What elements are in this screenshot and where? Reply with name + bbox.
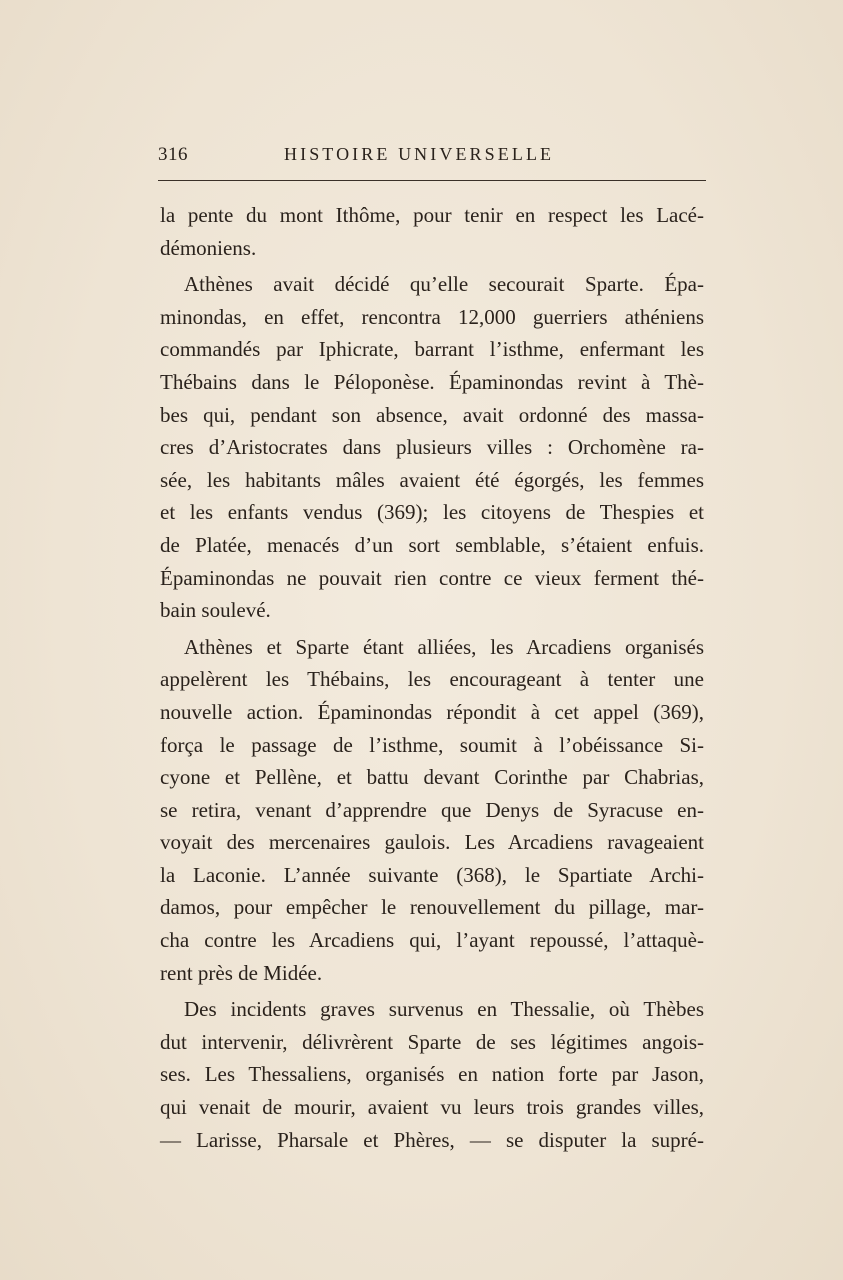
text-line: minondas, en effet, rencontra 12,000 guerriers athéniens: [160, 304, 704, 329]
text-line: — Larisse, Pharsale et Phères, — se disputer la supré-: [160, 1127, 704, 1152]
text-line: nouvelle action. Épaminondas répondit à cet appel (369),: [160, 699, 704, 724]
text-line: Athènes avait décidé qu’elle secourait Sparte. Épa-: [184, 272, 704, 297]
text-line: dut intervenir, délivrèrent Sparte de ses légitimes angois-: [160, 1029, 704, 1054]
text-line: et les enfants vendus (369); les citoyens de Thespies et: [160, 500, 704, 525]
page-number: 316: [158, 144, 188, 165]
text-line: bain soulevé.: [160, 598, 271, 623]
text-line: appelèrent les Thébains, les encourageant à tenter une: [160, 667, 704, 692]
text-line: Athènes et Sparte étant alliées, les Arcadiens organisés: [184, 634, 704, 659]
text-line: commandés par Iphicrate, barrant l’isthme, enfermant les: [160, 337, 704, 362]
text-line: cha contre les Arcadiens qui, l’ayant repoussé, l’attaquè-: [160, 928, 704, 953]
text-line: Épaminondas ne pouvait rien contre ce vieux ferment thé-: [160, 565, 704, 590]
text-line: Des incidents graves survenus en Thessalie, où Thèbes: [184, 997, 704, 1022]
text-line: voyait des mercenaires gaulois. Les Arcadiens ravageaient: [160, 830, 704, 855]
text-line: Thébains dans le Péloponèse. Épaminondas revint à Thè-: [160, 369, 704, 394]
running-head: [158, 140, 706, 170]
text-line: sée, les habitants mâles avaient été égorgés, les femmes: [160, 467, 704, 492]
text-line: bes qui, pendant son absence, avait ordonné des massa-: [160, 402, 704, 427]
text-line: cres d’Aristocrates dans plusieurs villes : Orchomène ra-: [160, 435, 704, 460]
text-line: ses. Les Thessaliens, organisés en nation forte par Jason,: [160, 1062, 704, 1087]
header-rule: [158, 180, 706, 181]
text-line: la Laconie. L’année suivante (368), le Spartiate Archi-: [160, 862, 704, 887]
body-text: [160, 199, 704, 1156]
text-line: se retira, venant d’apprendre que Denys de Syracuse en-: [160, 797, 704, 822]
text-line: de Platée, menacés d’un sort semblable, s’étaient enfuis.: [160, 532, 704, 557]
text-line: la pente du mont Ithôme, pour tenir en respect les Lacé-: [160, 203, 704, 227]
text-line: démoniens.: [160, 235, 257, 260]
text-line: rent près de Midée.: [160, 960, 323, 985]
text-line: cyone et Pellène, et battu devant Corinthe par Chabrias,: [160, 765, 704, 790]
text-line: força le passage de l’isthme, soumit à l’obéissance Si-: [160, 732, 704, 757]
running-title: HISTOIRE UNIVERSELLE: [284, 144, 555, 164]
text-line: damos, pour empêcher le renouvellement du pillage, mar-: [160, 895, 704, 920]
text-line: qui venait de mourir, avaient vu leurs trois grandes villes,: [160, 1095, 704, 1120]
